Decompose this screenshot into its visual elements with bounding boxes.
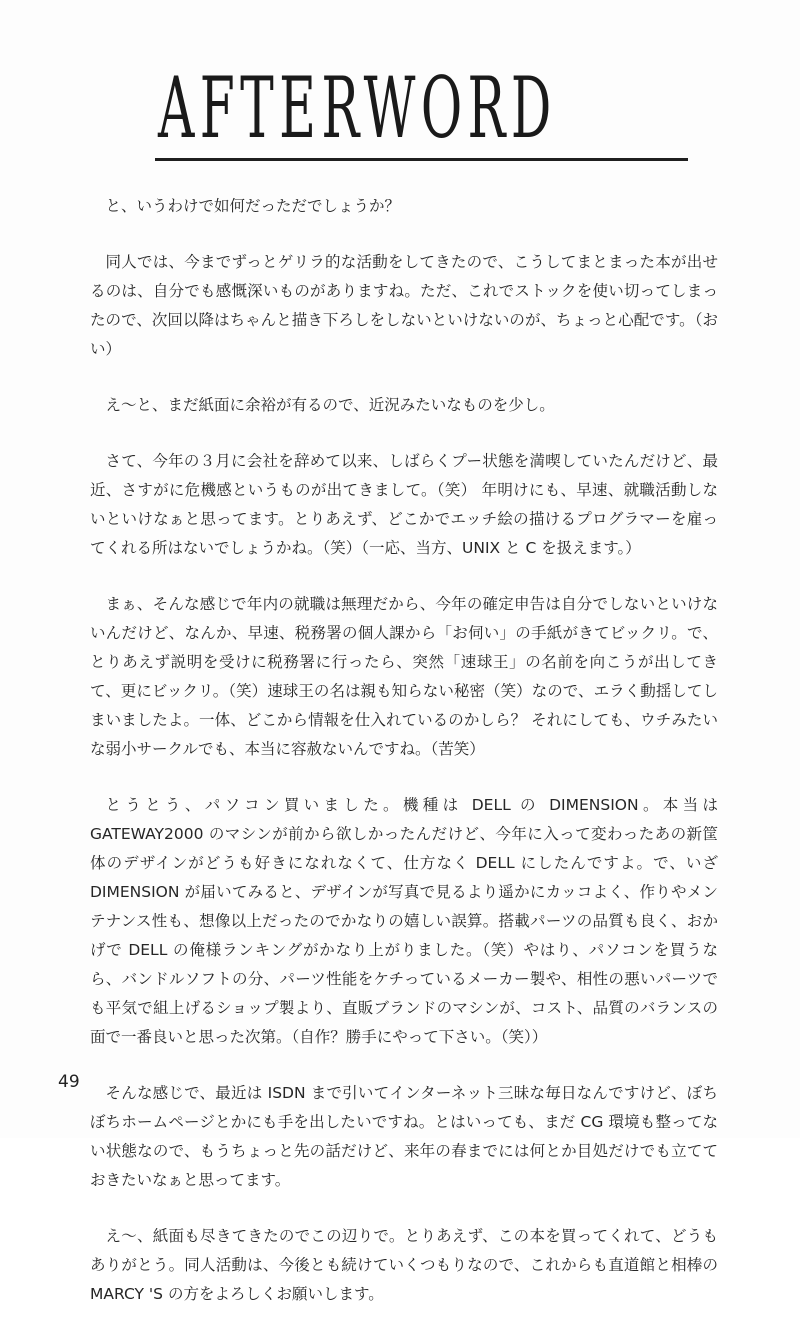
afterword-body (90, 192, 718, 1336)
paragraph-job: さて、今年の３月に会社を辞めて以来、しばらくプー状態を満喫していたんだけど、最近、さすがに危機感というものが出てきまして。（笑） 年明けにも、早速、就職活動しないといけなぁと思ってます。とりあえず、どこかでエッチ絵の描けるプログラマーを雇ってくれる所はないでしょうかね。（笑）（一応、当方、UNIX と C を扱えます。） (90, 452, 718, 557)
paragraph-news: え～と、まだ紙面に余裕が有るので、近況みたいなものを少し。 (105, 396, 555, 414)
paragraph-intro: と、いうわけで如何だっただでしょうか？ (105, 197, 401, 215)
paragraph-tax: まぁ、そんな感じで年内の就職は無理だから、今年の確定申告は自分でしないといけないんだけど、なんか、早速、税務署の個人課から「お伺い」の手紙がきてビックリ。で、とりあえず説明を受けに税務署に行ったら、突然「速球王」の名前を向こうが出してきて、更にビックリ。（笑）速球王の名は親も知らない秘密（笑）なので、エラく動揺してしまいましたよ。一体、どこから情報を仕入れているのかしら？ それにしても、ウチみたいな弱小サークルでも、本当に容赦ないんですね。（苦笑） (90, 595, 718, 758)
paragraph-internet: そんな感じで、最近は ISDN まで引いてインターネット三昧な毎日なんですけど、ぼちぼちホームページとかにも手を出したいですね。とはいっても、まだ CG 環境も整ってない状態なので、もうちょっと先の話だけど、来年の春までには何とか目処だけでも立てておきたいなぁと思ってます。 (90, 1084, 718, 1189)
paragraph-closing: え～、紙面も尽きてきたのでこの辺りで。とりあえず、この本を買ってくれて、どうもありがとう。同人活動は、今後とも続けていくつもりなので、これからも直道館と相棒のMARCY 'S の方をよろしくお願いします。 (90, 1227, 718, 1303)
title-underline (155, 158, 688, 161)
paragraph-computer: とうとう、パソコン買いました。機種は DELL の DIMENSION。本当は GATEWAY2000 のマシンが前から欲しかったんだけど、今年に入って変わったあの新筐体のデザインがどうも好きになれなくて、仕方なく DELL にしたんですよ。で、いざ DIMENSION が届いてみると、デザインが写真で見るより遥かにカッコよく、作りやメンテナンス性も、想像以上だったのでかなりの嬉しい誤算。搭載パーツの品質も良く、おかげで DELL の俺様ランキングがかなり上がりました。（笑）やはり、パソコンを買うなら、バンドルソフトの分、パーツ性能をケチっているメーカー製や、相性の悪いパーツでも平気で組上げるショップ製より、直販ブランドのマシンが、コスト、品質のバランスの面で一番良いと思った次第。（自作？勝手にやって下さい。（笑）） (90, 796, 718, 1046)
page-number: 49 (58, 1072, 80, 1092)
paragraph-doujin: 同人では、今までずっとゲリラ的な活動をしてきたので、こうしてまとまった本が出せるのは、自分でも感慨深いものがありますね。ただ、これでストックを使い切ってしまったので、次回以降はちゃんと描き下ろしをしないといけないのが、ちょっと心配です。（おい） (90, 253, 718, 358)
page-title: AFTERWORD (158, 59, 557, 157)
